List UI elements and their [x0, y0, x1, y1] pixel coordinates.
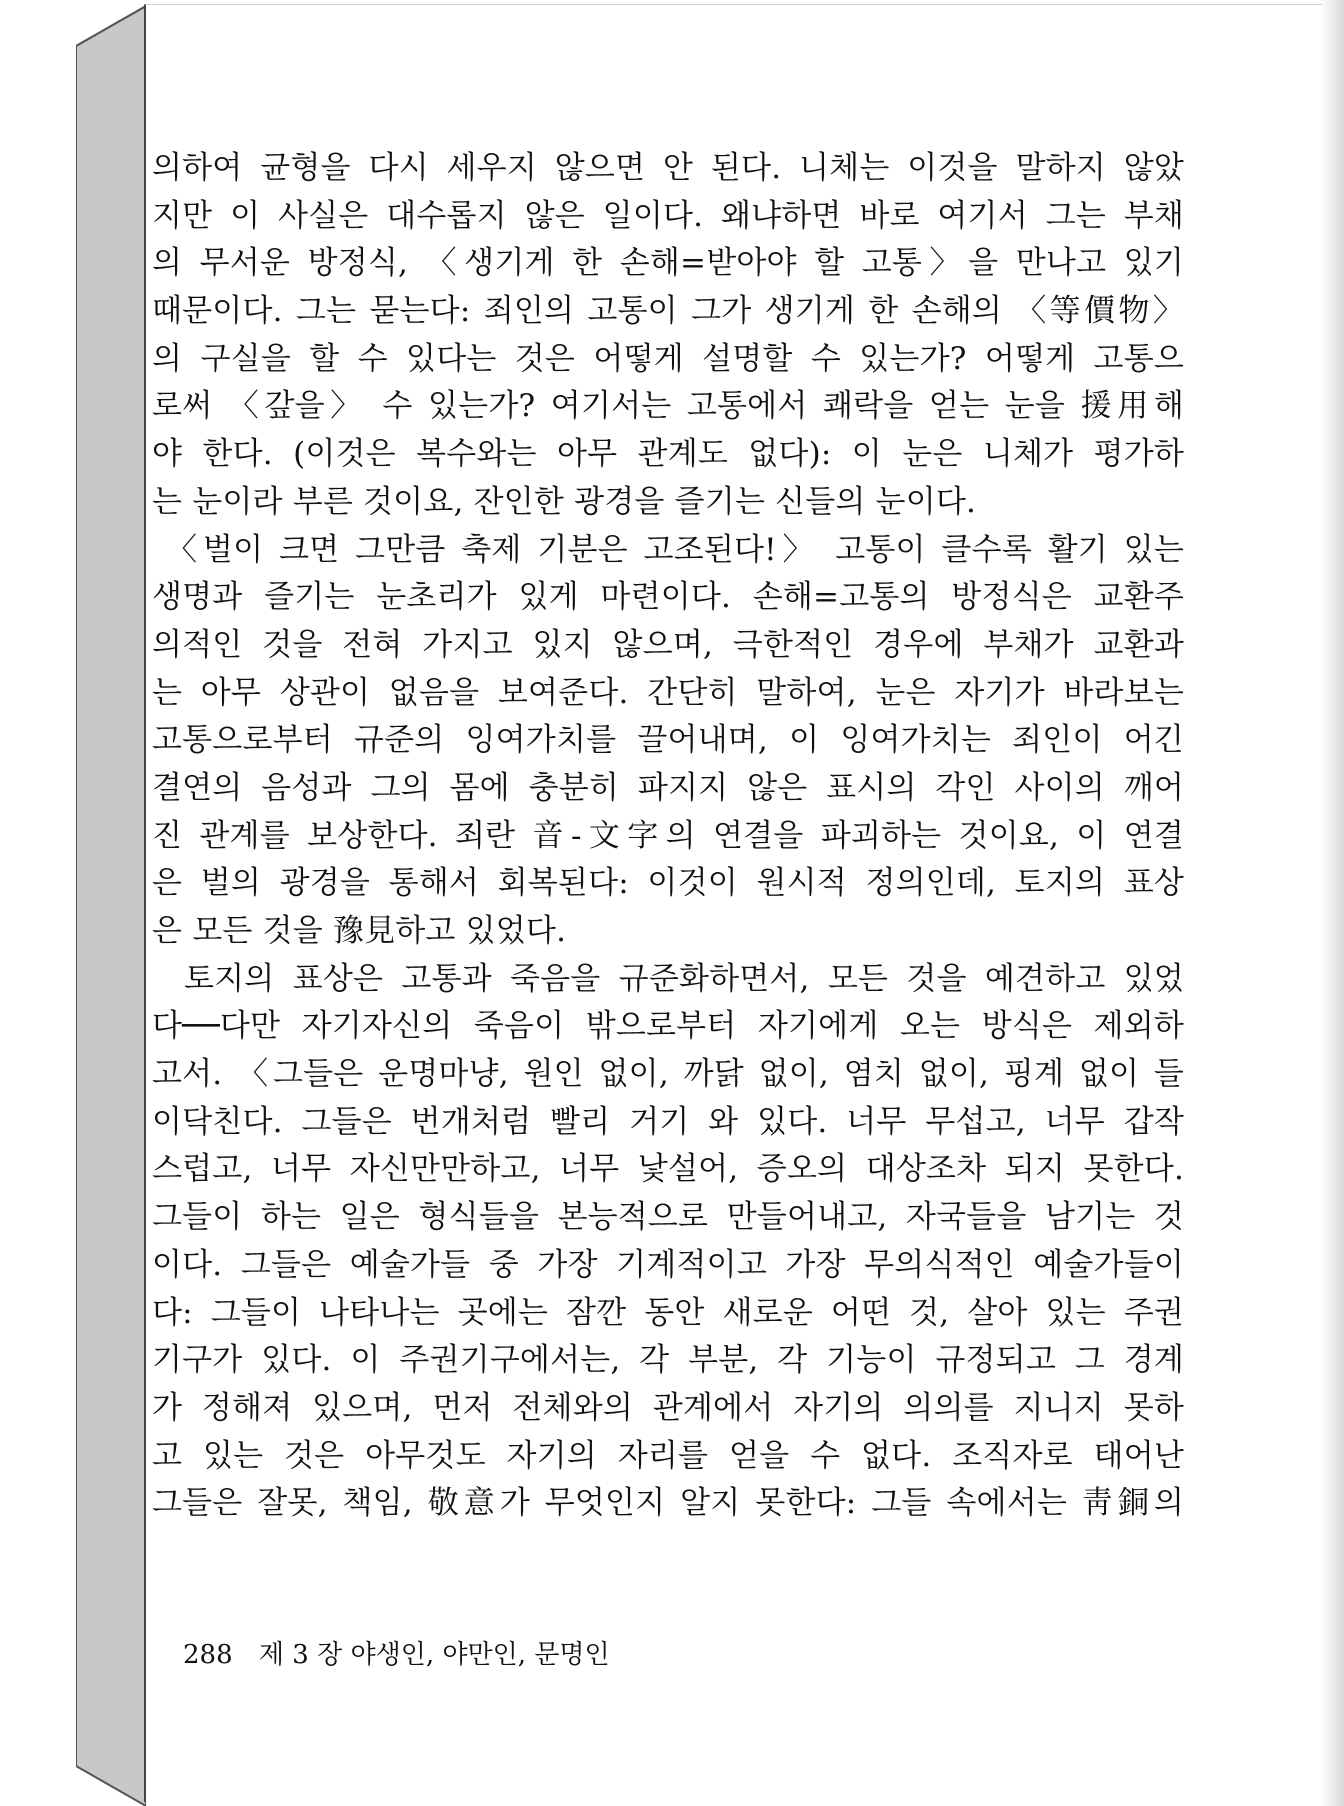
book-spine — [76, 6, 146, 1806]
text-line: 은 벌의 광경을 통해서 회복된다: 이것이 원시적 정의인데, 토지의 표상 — [152, 865, 1184, 902]
text-line: 은 모든 것을 豫見하고 있었다. — [152, 913, 567, 949]
page-number: 288 — [183, 1640, 233, 1670]
text-line: 그들이 하는 일은 형식들을 본능적으로 만들어내고, 자국들을 남기는 것 — [152, 1199, 1184, 1236]
text-line: 는 아무 상관이 없음을 보여준다. 간단히 말하여, 눈은 자기가 바라보는 — [152, 674, 1184, 711]
text-line: 생명과 즐기는 눈초리가 있게 마련이다. 손해=고통의 방정식은 교환주 — [152, 579, 1184, 616]
text-line: 고통으로부터 규준의 잉여가치를 끌어내며, 이 잉여가치는 죄인이 어긴 — [152, 722, 1184, 759]
text-line: 가 정해져 있으며, 먼저 전체와의 관계에서 자기의 의의를 지니지 못하 — [152, 1389, 1184, 1426]
page-footer — [183, 1634, 610, 1671]
text-line: 기구가 있다. 이 주권기구에서는, 각 부분, 각 기능이 규정되고 그 경계 — [152, 1342, 1184, 1379]
text-line: 다──다만 자기자신의 죽음이 밖으로부터 자기에게 오는 방식은 제외하 — [152, 1008, 1184, 1045]
text-line: 때문이다. 그는 묻는다: 죄인의 고통이 그가 생기게 한 손해의 〈等價物〉 — [152, 293, 1184, 330]
text-line: 토지의 표상은 고통과 죽음을 규준화하면서, 모든 것을 예견하고 있었 — [184, 960, 1184, 997]
text-line: 결연의 음성과 그의 몸에 충분히 파지지 않은 표시의 각인 사이의 깨어 — [152, 769, 1184, 806]
text-line: 〈벌이 크면 그만큼 축제 기분은 고조된다!〉 고통이 클수록 활기 있는 — [166, 531, 1184, 568]
page-edge-shadow — [1320, 0, 1344, 1806]
text-line: 의하여 균형을 다시 세우지 않으면 안 된다. 니체는 이것을 말하지 않았 — [152, 150, 1184, 186]
text-line: 이닥친다. 그들은 번개처럼 빨리 거기 와 있다. 너무 무섭고, 너무 갑작 — [152, 1103, 1184, 1140]
text-line: 의 구실을 할 수 있다는 것은 어떻게 설명할 수 있는가? 어떻게 고통으 — [152, 340, 1184, 377]
text-line: 로써 〈갚을〉 수 있는가? 여기서는 고통에서 쾌락을 얻는 눈을 援用해 — [152, 388, 1184, 425]
text-line: 는 눈이라 부른 것이요, 잔인한 광경을 즐기는 신들의 눈이다. — [152, 483, 977, 520]
text-line: 의 무서운 방정식, 〈생기게 한 손해=받아야 할 고통〉을 만나고 있기 — [152, 245, 1184, 282]
text-line: 지만 이 사실은 대수롭지 않은 일이다. 왜냐하면 바로 여기서 그는 부채 — [152, 197, 1184, 234]
body-text — [152, 145, 1184, 1528]
text-line: 고서. 〈그들은 운명마냥, 원인 없이, 까닭 없이, 염치 없이, 핑계 없이 들 — [152, 1056, 1184, 1093]
text-line: 스럽고, 너무 자신만만하고, 너무 낯설어, 증오의 대상조차 되지 못한다. — [152, 1151, 1184, 1188]
chapter-title: 제 3 장 야생인, 야만인, 문명인 — [258, 1640, 610, 1670]
text-line: 이다. 그들은 예술가들 중 가장 기계적이고 가장 무의식적인 예술가들이 — [152, 1246, 1184, 1283]
paragraph-3 — [152, 956, 1184, 1528]
text-line: 고 있는 것은 아무것도 자기의 자리를 얻을 수 없다. 조직자로 태어난 — [152, 1437, 1184, 1474]
text-line: 의적인 것을 전혀 가지고 있지 않으며, 극한적인 경우에 부채가 교환과 — [152, 626, 1184, 663]
paragraph-2 — [152, 527, 1184, 956]
text-line: 진 관계를 보상한다. 죄란 音-文字의 연결을 파괴하는 것이요, 이 연결 — [152, 817, 1184, 854]
text-line: 다: 그들이 나타나는 곳에는 잠깐 동안 새로운 어떤 것, 살아 있는 주권 — [152, 1294, 1184, 1331]
paragraph-1 — [152, 145, 1184, 527]
text-line: 야 한다. (이것은 복수와는 아무 관계도 없다): 이 눈은 니체가 평가하 — [152, 436, 1184, 473]
text-line: 그들은 잘못, 책임, 敬意가 무엇인지 알지 못한다: 그들 속에서는 靑銅의 — [152, 1485, 1184, 1522]
